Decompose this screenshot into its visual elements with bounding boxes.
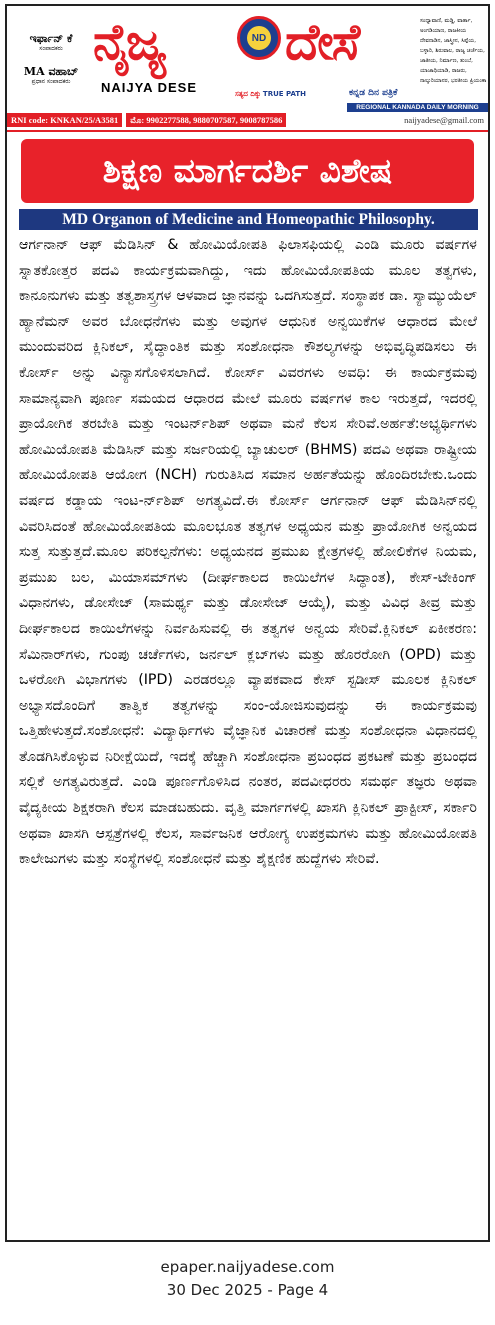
masthead (7, 6, 488, 110)
phone-numbers: ಮೊ: 9902277588, 9880707587, 9008787586 (126, 113, 286, 127)
date-and-page: 30 Dec 2025 - Page 4 (166, 1281, 329, 1299)
rni-code: RNI code: KNKAN/25/A3581 (7, 113, 122, 127)
daily-label-kannada: ಕನ್ನಡ ದಿನ ಪತ್ರಿಕೆ (349, 88, 398, 98)
edition-list: ಸಂಧ್ಯಾವಾಣಿ, ಮಡ್ಡಿ, ವಾರ್ತಾ, ಅಂಗಡಿಯಾಣ, ರಾಜಕೀಯ ದೇವನಾಡಿನ, ಜಾಸ್ತ್ರೀನ, ಸಿಪ್ಪೆಯ, ಬಳ್ಳಾರಿ, ಶಿರುವಾಲ, ರಾಜ್ಯ ಚರ್ಚೆಯ, ಜಾತೀಯ, ನಿರ್ಮಾಣ, ತುಂಬೆ, ಯಾಜಾಧಿಯಾಡಿ, ರಾಜರು, ನಾಲ್ಕುರಿಯಾನರ, ಭರತೀಯ ಪ್ರಿಯಂಕಾ (420, 18, 487, 84)
brand-name-kannada-right: ದೇಸೆ (285, 13, 359, 71)
newspaper-logo-icon (237, 16, 281, 60)
newspaper-clipping (5, 4, 490, 1242)
epaper-site: epaper.naijyadese.com (160, 1258, 335, 1276)
tagline (235, 90, 306, 99)
tagline-kannada: ಸತ್ಯದ ದಿಕ್ಕು (235, 90, 261, 98)
contact-email: naijyadese@gmail.com (404, 115, 484, 125)
logo-monogram: ND (247, 26, 271, 50)
brand-name-kannada-left: ನೈಜ್ಯ (93, 13, 165, 71)
section-title: ಶಿಕ್ಷಣ ಮಾರ್ಗದರ್ಶಿ ವಿಶೇಷ (21, 139, 474, 203)
page-footer (0, 1256, 495, 1302)
brand-name-english: NAIJYA DESE (101, 80, 198, 95)
masthead-divider (7, 130, 488, 132)
editor-role: ಸಂಪಾದಕರು (39, 45, 63, 52)
article-heading: MD Organon of Medicine and Homeopathic Philosophy. (19, 209, 478, 230)
publisher-name: MA ವಹಾಬ್ (23, 65, 79, 78)
info-bar (7, 112, 488, 128)
article-body: ಆರ್ಗನಾನ್ ಆಫ್ ಮೆಡಿಸಿನ್ & ಹೋಮಿಯೋಪತಿ ಫಿಲಾಸಫಿಯಲ್ಲಿ ಎಂಡಿ ಮೂರು ವರ್ಷಗಳ ಸ್ನಾತಕೋತ್ತರ ಪದವಿ ಕಾರ್ಯಕ್ರಮವಾಗಿದ್ದು, ಇದು ಹೋಮಿಯೋಪತಿಯ ಮೂಲ ತತ್ವಗಳು, ಕಾನೂನುಗಳು ಮತ್ತು ತತ್ವಶಾಸ್ತ್ರಗಳ ಆಳವಾದ ಜ್ಞಾನವನ್ನು ಒದಗಿಸುತ್ತದೆ. ಸಂಸ್ಥಾಪಕ ಡಾ. ಸ್ಯಾಮ್ಯುಯೆಲ್ ಹ್ಯಾನೆಮನ್ ಅವರ ಬೋಧನೆಗಳು ಮತ್ತು ಅವುಗಳ ಆಧುನಿಕ ಅನ್ವಯಿಕೆಗಳ ಆಧಾರದ ಮೇಲೆ ಮುಂದುವರಿದ ಕ್ಲಿನಿಕಲ್, ಸೈದ್ಧಾಂತಿಕ ಮತ್ತು ಸಂಶೋಧನಾ ಕೌಶಲ್ಯಗಳನ್ನು ಅಭಿವೃದ್ಧಿಪಡಿಸಲು ಈ ಕೋರ್ಸ್ ಅನ್ನು ವಿನ್ಯಾಸಗೊಳಿಸಲಾಗಿದೆ. ಕೋರ್ಸ್ ವಿವರಗಳು ಅವಧಿ: ಈ ಕಾರ್ಯಕ್ರಮವು ಸಾಮಾನ್ಯವಾಗಿ ಪೂರ್ಣ ಸಮಯದ ಆಧಾರದ ಮೇಲೆ ಮೂರು ವರ್ಷಗಳ ಕಾಲ ಇರುತ್ತದೆ, ಇದರಲ್ಲಿ ಪ್ರಾಯೋಗಿಕ ತರಬೇತಿ ಮತ್ತು ಇಂಟರ್ನ್‌ಶಿಪ್ ಅಥವಾ ಮನೆ ಕೆಲಸ ಸೇರಿವೆ.ಅರ್ಹತೆ:ಅಭ್ಯರ್ಥಿಗಳು ಹೋಮಿಯೋಪತಿ ಮೆಡಿಸಿನ್ ಮತ್ತು ಸರ್ಜರಿಯಲ್ಲಿ ಬ್ಯಾಚುಲರ್ (BHMS) ಪದವಿ ಅಥವಾ ರಾಷ್ಟ್ರೀಯ ಹೋಮಿಯೋಪತಿ ಆಯೋಗ (NCH) ಗುರುತಿಸಿದ ಸಮಾನ ಅರ್ಹತೆಯನ್ನು ಹೊಂದಿರಬೇಕು.ಒಂದು ವರ್ಷದ ಕಡ್ಡಾಯ ಇಂಟ-ರ್ನ್‌ಶಿಪ್ ಅಗತ್ಯವಿದೆ.ಈ ಕೋರ್ಸ್ ಆರ್ಗನಾನ್ ಆಫ್ ಮೆಡಿಸಿನ್‌ನಲ್ಲಿ ವಿವರಿಸಿದಂತೆ ಹೋಮಿಯೋಪತಿಯ ಮೂಲಭೂತ ತತ್ವಗಳ ಅಧ್ಯಯನ ಮತ್ತು ಪ್ರಾಯೋಗಿಕ ಅನ್ವಯದ ಸುತ್ತ ಸುತ್ತುತ್ತದೆ.ಮೂಲ ಪರಿಕಲ್ಪನೆಗಳು: ಅಧ್ಯಯನದ ಪ್ರಮುಖ ಕ್ಷೇತ್ರಗಳಲ್ಲಿ ಹೋಲಿಕೆಗಳ ನಿಯಮ, ಪ್ರಮುಖ ಬಲ, ಮಿಯಾಸಮ್‌ಗಳು (ದೀರ್ಘಕಾಲದ ಕಾಯಿಲೆಗಳ ಸಿದ್ಧಾಂತ), ಕೇಸ್-ಟೇಕಿಂಗ್ ವಿಧಾನಗಳು, ಡೋಸೇಜ್ (ಸಾಮರ್ಥ್ಯ ಮತ್ತು ಡೋಸೇಜ್ ಆಯ್ಕೆ), ಮತ್ತು ವಿವಿಧ ತೀವ್ರ ಮತ್ತು ದೀರ್ಘಕಾಲದ ಕಾಯಿಲೆಗಳನ್ನು ನಿರ್ವಹಿಸುವಲ್ಲಿ ಈ ತತ್ವಗಳ ಅನ್ವಯ ಸೇರಿವೆ.ಕ್ಲಿನಿಕಲ್ ಏಕೀಕರಣ: ಸೆಮಿನಾರ್‌ಗಳು, ಗುಂಪು ಚರ್ಚೆಗಳು, ಜರ್ನಲ್ ಕ್ಲಬ್‌ಗಳು ಮತ್ತು ಹೊರರೋಗಿ (OPD) ಮತ್ತು ಒಳರೋಗಿ ವಿಭಾಗಗಳು (IPD) ಎರಡರಲ್ಲೂ ವ್ಯಾಪಕವಾದ ಕೇಸ್ ಸ್ಟಡೀಸ್ ಮೂಲಕ ಕ್ಲಿನಿಕಲ್ ಅಭ್ಯಾಸದೊಂದಿಗೆ ತಾತ್ವಿಕ ತತ್ವಗಳನ್ನು ಸಂಂ-ಯೋಜಿಸುವುದನ್ನು ಈ ಕಾರ್ಯಕ್ರಮವು ಒತ್ತಿಹೇಳುತ್ತದೆ.ಸಂಶೋಧನೆ: ವಿದ್ಯಾರ್ಥಿಗಳು ವೈಜ್ಞಾನಿಕ ವಿಚಾರಣೆ ಮತ್ತು ಸಂಶೋಧನಾ ವಿಧಾನದಲ್ಲಿ ತೊಡಗಿಸಿಕೊಳ್ಳುವ ನಿರೀಕ್ಷೆಯಿದೆ, ಇದಕ್ಕೆ ಹೆಚ್ಚಾಗಿ ಸಂಶೋಧನಾ ಪ್ರಬಂಧದ ಪ್ರಕಟಣೆ ಮತ್ತು ಪ್ರಬಂಧದ ಸಲ್ಲಿಕೆ ಅಗತ್ಯವಿರುತ್ತದೆ. ಎಂಡಿ ಪೂರ್ಣಗೊಳಿಸಿದ ನಂತರ, ಪದವೀಧರರು ಸಮರ್ಥ ತಜ್ಞರು ಅಥವಾ ವೈದ್ಯಕೀಯ ಶಿಕ್ಷಕರಾಗಿ ಕೆಲಸ ಮಾಡಬಹುದು. ವೃತ್ತಿ ಮಾರ್ಗಗಳಲ್ಲಿ ಖಾಸಗಿ ಕ್ಲಿನಿಕಲ್ ಪ್ರಾಕ್ಟೀಸ್, ಸರ್ಕಾರಿ ಅಥವಾ ಖಾಸಗಿ ಆಸ್ಪತ್ರೆಗಳಲ್ಲಿ ಕೆಲಸ, ಸಾರ್ವಜನಿಕ ಆರೋಗ್ಯ ಉಪಕ್ರಮಗಳು ಮತ್ತು ಹೋಮಿಯೋಪತಿ ಕಾಲೇಜುಗಳು ಮತ್ತು ಸಂಸ್ಥೆಗಳಲ್ಲಿ ಸಂಶೋಧನೆ ಮತ್ತು ಶೈಕ್ಷಣಿಕ ಹುದ್ದೆಗಳು ಸೇರಿವೆ. (19, 237, 477, 868)
publisher-role: ಪ್ರಧಾನ ಸಂಪಾದಕರು (31, 78, 71, 85)
regional-label: REGIONAL KANNADA DAILY MORNING (347, 103, 488, 112)
tagline-english: TRUE PATH (262, 90, 306, 98)
editor-block (11, 32, 91, 86)
editor-name: ಇರ್ಫಾನ್ ಕೆ (29, 32, 73, 45)
